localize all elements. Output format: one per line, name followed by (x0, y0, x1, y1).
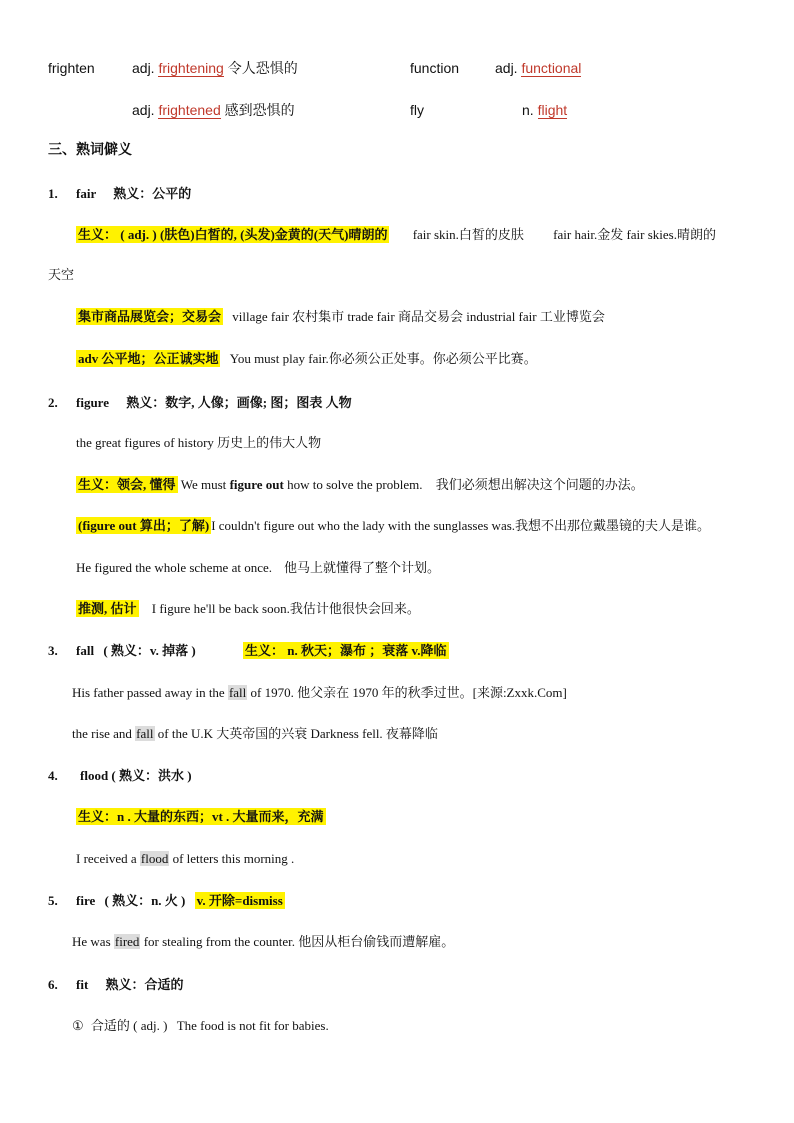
list-marker: ① (72, 1018, 84, 1033)
pos-label: adj. (495, 60, 518, 76)
fair-sense-2 (76, 307, 605, 327)
sense-label: 生义：领会, 懂得 (78, 477, 176, 492)
entry-word: figure (76, 395, 109, 410)
entry-fire-header (48, 891, 285, 911)
example: The food is not fit for babies. (176, 1018, 329, 1033)
example: village fair 农村集市 trade fair 商品交易会 industrial fair 工业博览会 (232, 309, 605, 324)
highlighted-word: fired (114, 934, 140, 949)
entry-number: 5. (48, 893, 58, 908)
highlighted-word: fall (136, 726, 154, 741)
entry-fair-header (48, 184, 191, 204)
entry-fall-header (48, 641, 449, 661)
sense-label: adv 公平地；公正诚实地 (78, 351, 219, 366)
flood-example: I received a flood of letters this morning . (76, 851, 295, 866)
familiar-meaning: ( 熟义：洪水 ) (111, 768, 192, 783)
entry-figure-header (48, 393, 352, 413)
fall-example-2: the rise and fall of the U.K 大英帝国的兴衰 Darkness fell. 夜幕降临 (72, 726, 438, 741)
derived-word: flight (537, 102, 568, 118)
entry-number: 2. (48, 395, 58, 410)
fair-sense-3 (76, 349, 537, 369)
familiar-meaning: 熟义：数字, 人像；画像; 图；图表 人物 (126, 395, 352, 410)
familiar-meaning: ( 熟义：n. 火 ) (104, 893, 186, 908)
sense-label: 推测, 估计 (78, 601, 137, 616)
derived-word: frightened (158, 102, 221, 118)
sense-label: 生义：n . 大量的东西；vt . 大量而来，充满 (78, 809, 324, 824)
fair-sense-1-wrap: 天空 (48, 267, 75, 282)
fair-sense-1 (76, 225, 716, 245)
entry-number: 4. (48, 768, 58, 783)
example: We must figure out how to solve the problem. (180, 477, 423, 492)
familiar-meaning: 熟义：合适的 (105, 977, 184, 992)
sense-label: v. 开除=dismiss (196, 893, 283, 908)
figure-sense-3 (76, 599, 420, 619)
highlighted-word: fall (228, 685, 247, 700)
entry-number: 6. (48, 977, 58, 992)
word-function: function (410, 60, 460, 76)
translation: 他马上就懂得了整个计划。 (284, 560, 441, 575)
example: I figure he'll be back soon.我估计他很快会回来。 (151, 601, 420, 616)
figure-example-1: the great figures of history 历史上的伟大人物 (76, 435, 322, 450)
fall-example-1: His father passed away in the fall of 1970. 他父亲在 1970 年的秋季过世。[来源:Zxxk.Com] (72, 685, 567, 700)
sense-label: 生义： n. 秋天；瀑布 ；衰落 v.降临 (245, 643, 447, 658)
entry-flood-header (48, 766, 192, 786)
entry-fit-header (48, 975, 184, 995)
sense-label: (figure out 算出；了解) (78, 518, 210, 533)
sense-label: 生义： ( adj. ) (肤色)白皙的, (头发)金黄的(天气)晴朗的 (78, 227, 388, 242)
wordform-row1-right (495, 58, 581, 78)
example: You must play fair.你必须公正处事。你必须公平比赛。 (229, 351, 537, 366)
wordform-row2-right (522, 100, 567, 120)
entry-word: fair (76, 186, 96, 201)
derived-word: frightening (158, 60, 224, 76)
sense-label: 合适的 ( adj. ) (90, 1018, 168, 1033)
word-meaning: 令人恐惧的 (227, 60, 298, 76)
example: fair skin.白皙的皮肤 (412, 227, 524, 242)
highlighted-word: flood (140, 851, 169, 866)
entry-word: flood (80, 768, 109, 783)
word-frighten: frighten (48, 60, 95, 76)
figure-sense-2 (76, 516, 710, 536)
word-fly: fly (410, 102, 424, 118)
entry-number: 1. (48, 186, 58, 201)
wordform-row1-left (132, 58, 298, 78)
fire-example: He was fired for stealing from the counter. 他因从柜台偷钱而遭解雇。 (72, 934, 455, 949)
pos-label: adj. (132, 60, 155, 76)
entry-word: fall (76, 643, 95, 658)
figure-sense-1 (76, 475, 644, 495)
sense-label: 集市商品展览会；交易会 (78, 309, 222, 324)
pos-label: n. (522, 102, 534, 118)
familiar-meaning: 熟义：公平的 (113, 186, 192, 201)
pos-label: adj. (132, 102, 155, 118)
example: I couldn't figure out who the lady with the sunglasses was.我想不出那位戴墨镜的夫人是谁。 (211, 518, 711, 533)
entry-word: fit (76, 977, 89, 992)
word-meaning: 感到恐惧的 (224, 102, 295, 118)
translation: 我们必须想出解决这个问题的办法。 (435, 477, 644, 492)
fit-sense-1 (72, 1016, 329, 1036)
wordform-row2-left (132, 100, 295, 120)
entry-word: fire (76, 893, 96, 908)
example: fair hair.金发 fair skies.晴朗的 (553, 227, 716, 242)
derived-word: functional (521, 60, 582, 76)
section-title: 三、熟词僻义 (48, 143, 132, 158)
familiar-meaning: ( 熟义：v. 掉落 ) (103, 643, 196, 658)
figure-example-2: He figured the whole scheme at once. 他马上就懂得了整个计划。 (76, 560, 441, 575)
flood-sense (76, 807, 326, 827)
entry-number: 3. (48, 643, 58, 658)
